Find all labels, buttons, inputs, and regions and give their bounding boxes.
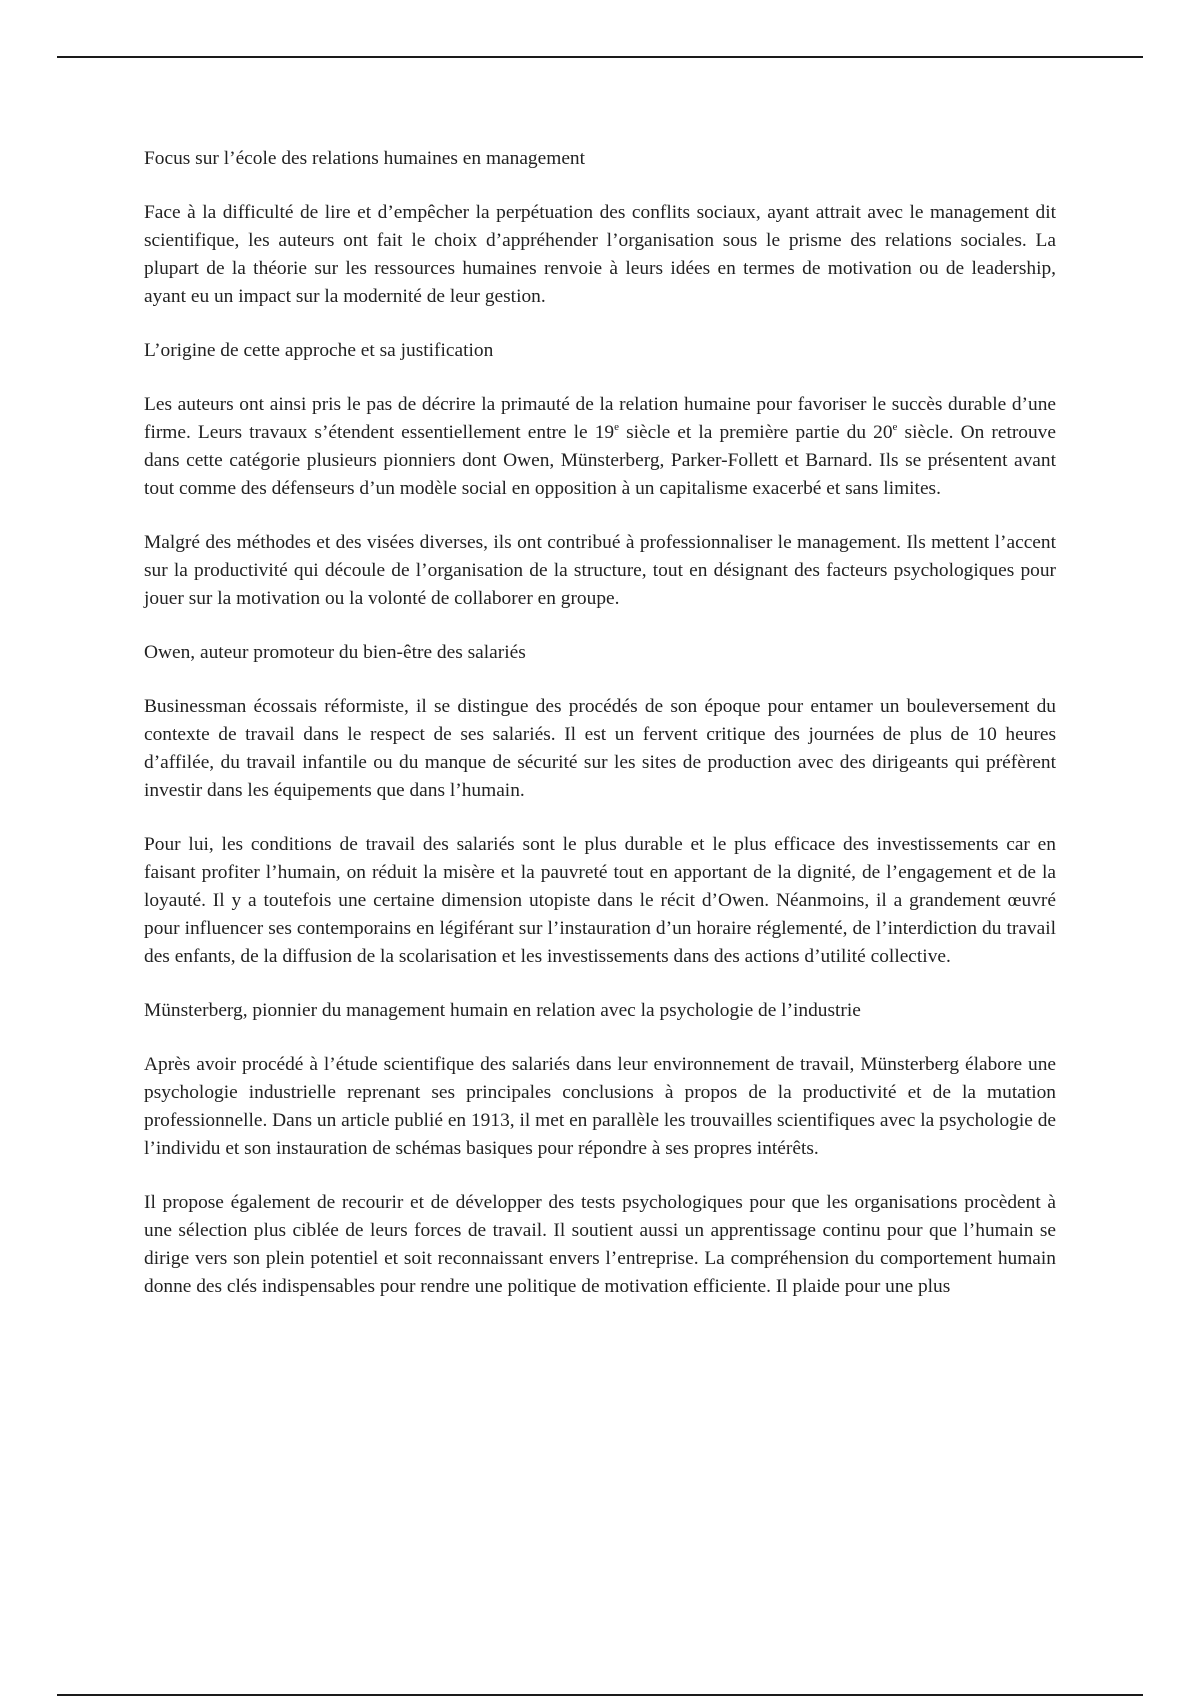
section-heading-owen: Owen, auteur promoteur du bien-être des salariés [144,642,526,663]
document-title: Focus sur l’école des relations humaines en management [144,148,586,169]
munsterberg-paragraph-1: Après avoir procédé à l’étude scientifique des salariés dans leur environnement de travail, Münsterberg élabore une psychologie industrielle reprenant ses principales conclusions à propos de la productivité et de la mutation professionnelle. Dans un article publié en 1913, il met en parallèle les trouvailles scientifiques avec la psychologie de l’individu et son instauration de schémas basiques pour répondre à ses propres intérêts. [144,1054,1056,1159]
origin-paragraph-2: Malgré des méthodes et des visées diverses, ils ont contribué à professionnaliser le management. Ils mettent l’accent sur la productivité qui découle de l’organisation de la structure, tout en désignant des facteurs psychologiques pour jouer sur la motivation ou la volonté de collaborer en groupe. [144,532,1056,609]
origin-paragraph-1-part-b: siècle et la première partie du 20 [618,422,893,443]
document-body [144,145,1056,1301]
intro-paragraph: Face à la difficulté de lire et d’empêcher la perpétuation des conflits sociaux, ayant attrait avec le management dit scientifique, les auteurs ont fait le choix d’appréhender l’organisation sous le prisme des relations sociales. La plupart de la théorie sur les ressources humaines renvoie à leurs idées en termes de motivation ou de leadership, ayant eu un impact sur la modernité de leur gestion. [144,202,1056,307]
origin-paragraph-1 [144,391,1056,503]
munsterberg-paragraph-2: Il propose également de recourir et de développer des tests psychologiques pour que les organisations procèdent à une sélection plus ciblée de leurs forces de travail. Il soutient aussi un apprentissage continu pour que l’humain se dirige vers son plein potentiel et soit reconnaissant envers l’entreprise. La compréhension du comportement humain donne des clés indispensables pour rendre une politique de motivation efficiente. Il plaide pour une plus [144,1192,1056,1297]
owen-paragraph-1: Businessman écossais réformiste, il se distingue des procédés de son époque pour entamer un bouleversement du contexte de travail dans le respect de ses salariés. Il est un fervent critique des journées de plus de 10 heures d’affilée, du travail infantile ou du manque de sécurité sur les sites de production avec des dirigeants qui préfèrent investir dans les équipements que dans l’humain. [144,696,1056,801]
origin-paragraph-1-part-c: siècle. On retrouve dans cette catégorie plusieurs pionniers dont Owen, Münsterberg, Parker-Follett et Barnard. Ils se présentent avant tout comme des défenseurs d’un modèle social en opposition à un capitalisme exacerbé et sans limites. [144,422,1056,499]
origin-paragraph-1-part-a: Les auteurs ont ainsi pris le pas de décrire la primauté de la relation humaine pour favoriser le succès durable d’une firme. Leurs travaux s’étendent essentiellement entre le 19 [144,394,1056,443]
section-heading-origin: L’origine de cette approche et sa justification [144,340,494,361]
owen-paragraph-2: Pour lui, les conditions de travail des salariés sont le plus durable et le plus efficace des investissements car en faisant profiter l’humain, on réduit la misère et la pauvreté tout en apportant de la dignité, de l’engagement et de la loyauté. Il y a toutefois une certaine dimension utopiste dans le récit d’Owen. Néanmoins, il a grandement œuvré pour influencer ses contemporains en légiférant sur l’instauration d’un horaire réglementé, de l’interdiction du travail des enfants, de la diffusion de la scolarisation et les investissements dans des actions d’utilité collective. [144,834,1056,967]
section-heading-munsterberg: Münsterberg, pionnier du management humain en relation avec la psychologie de l’industrie [144,1000,861,1021]
century-suffix-20: e [892,421,898,433]
footer-rule [57,1694,1143,1696]
century-suffix-19: e [614,421,619,433]
header-rule [57,56,1143,58]
